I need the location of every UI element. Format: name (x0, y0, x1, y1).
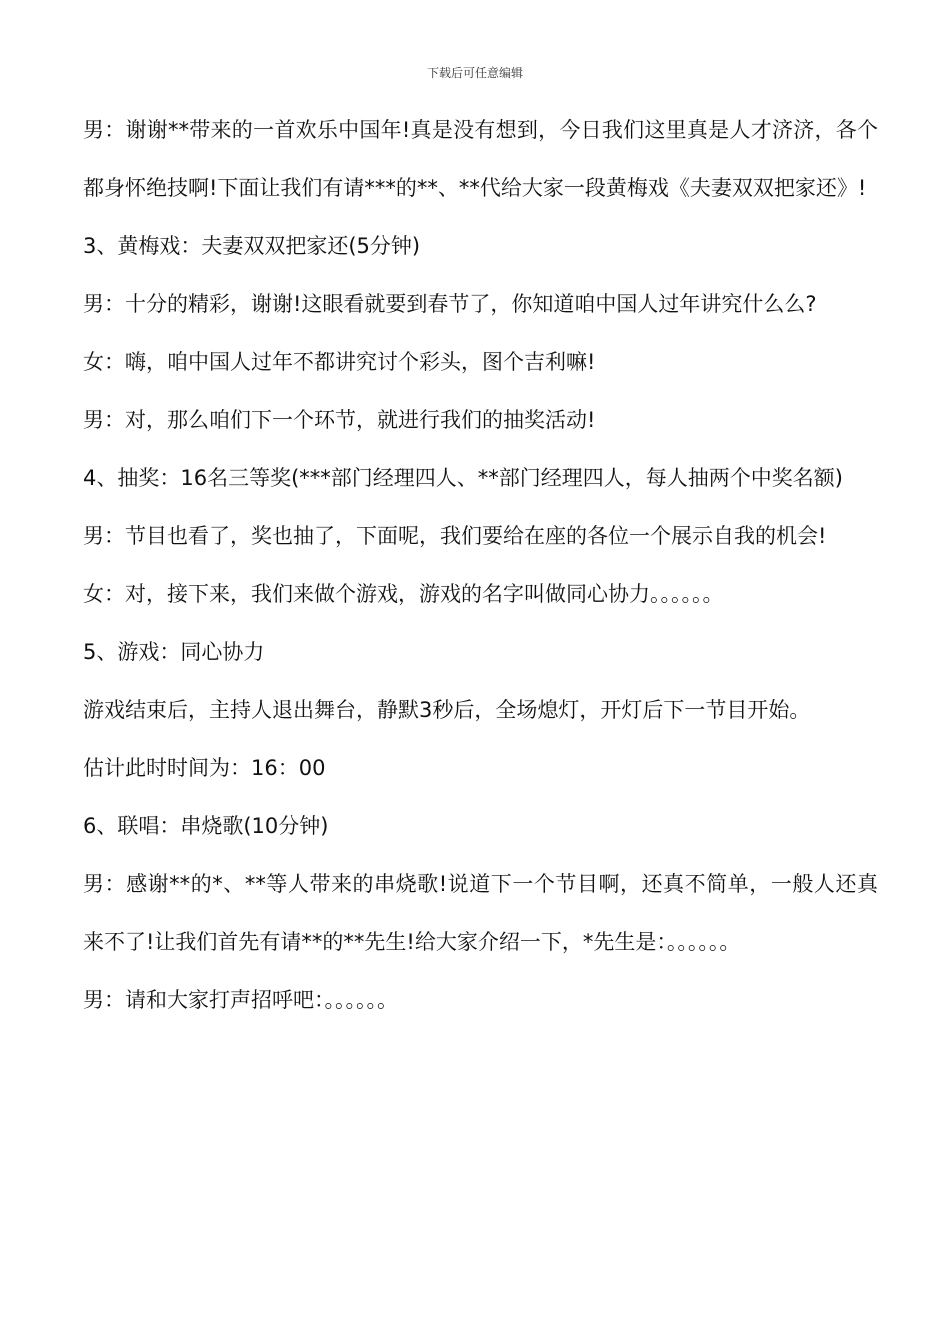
dialogue-male-showcase: 男：节目也看了，奖也抽了，下面呢，我们要给在座的各位一个展示自我的机会! (83, 524, 827, 548)
page-header: 下载后可任意编辑 (426, 66, 523, 80)
paragraph-thanks-and-opera-intro: 男：谢谢**带来的一首欢乐中国年!真是没有想到，今日我们这里真是人才济济，各个都身怀绝技啊!下面让我们有请***的**、**代给大家一段黄梅戏《夫妻双双把家还》! (83, 118, 878, 200)
estimated-time-note: 估计此时时间为：16：00 (83, 756, 326, 780)
dialogue-female-good-luck: 女：嗨，咱中国人过年不都讲究讨个彩头，图个吉利嘛! (83, 350, 596, 374)
dialogue-male-medley-thanks: 男：感谢**的*、**等人带来的串烧歌!说道下一个节目啊，还真不简单，一般人还真来不了!让我们首先有请**的**先生!给大家介绍一下，*先生是：。。。。。。 (83, 872, 878, 954)
dialogue-female-game: 女：对，接下来，我们来做个游戏，游戏的名字叫做同心协力。。。。。。 (83, 582, 724, 606)
document-body (83, 114, 878, 1042)
dialogue-male-greeting: 男：请和大家打声招呼吧：。。。。。。 (83, 988, 398, 1012)
program-item-5-game: 5、游戏：同心协力 (83, 640, 265, 664)
program-item-4-lottery: 4、抽奖：16名三等奖(***部门经理四人、**部门经理四人，每人抽两个中奖名额) (83, 466, 843, 490)
program-item-6-medley: 6、联唱：串烧歌(10分钟) (83, 814, 329, 838)
program-item-3-opera: 3、黄梅戏：夫妻双双把家还(5分钟) (83, 234, 421, 258)
dialogue-male-spring-festival: 男：十分的精彩，谢谢!这眼看就要到春节了，你知道咱中国人过年讲究什么么? (83, 292, 817, 316)
stage-direction-lights: 游戏结束后，主持人退出舞台，静默3秒后，全场熄灯，开灯后下一节目开始。 (83, 698, 811, 722)
dialogue-male-lottery: 男：对，那么咱们下一个环节，就进行我们的抽奖活动! (83, 408, 596, 432)
